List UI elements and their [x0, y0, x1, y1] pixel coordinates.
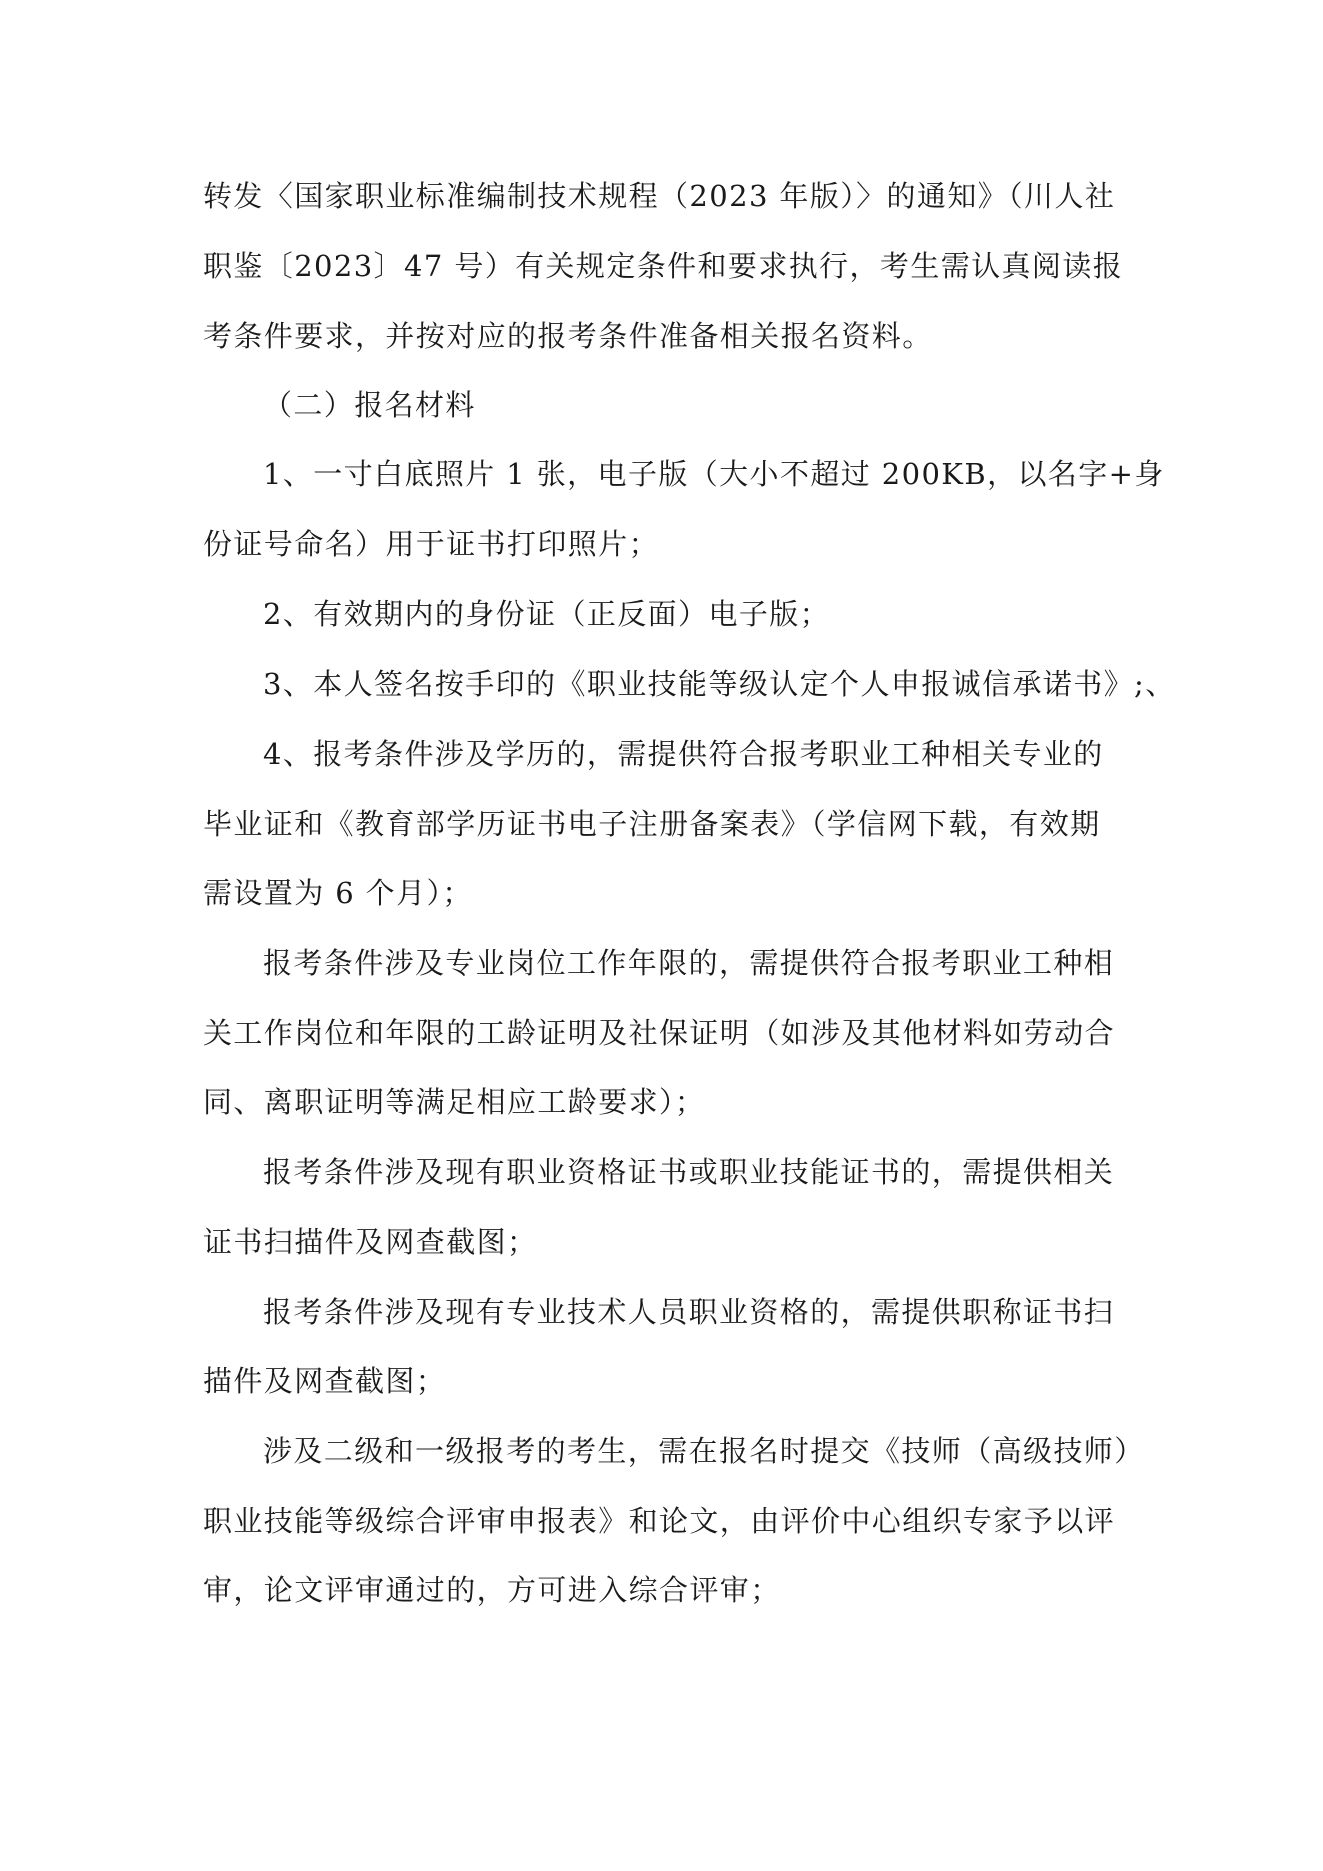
text-line: 转发〈国家职业标准编制技术规程（2023 年版）〉的通知》（川人社 [203, 179, 1116, 213]
text-line: 2、有效期内的身份证（正反面）电子版； [263, 597, 831, 631]
text-line: 报考条件涉及现有专业技术人员职业资格的，需提供职称证书扫 [263, 1295, 1115, 1329]
text-line: 考条件要求，并按对应的报考条件准备相关报名资料。 [203, 319, 933, 353]
text-line: 证书扫描件及网查截图； [203, 1225, 538, 1259]
text-line: 需设置为 6 个月）； [203, 876, 473, 910]
text-line: 涉及二级和一级报考的考生，需在报名时提交《技师（高级技师） [263, 1434, 1145, 1468]
text-line: 毕业证和《教育部学历证书电子注册备案表》（学信网下载，有效期 [203, 807, 1101, 841]
text-line: 职鉴〔2023〕47 号）有关规定条件和要求执行，考生需认真阅读报 [203, 249, 1124, 283]
text-line: 报考条件涉及专业岗位工作年限的，需提供符合报考职业工种相 [263, 946, 1115, 980]
text-line: 描件及网查截图； [203, 1364, 447, 1398]
text-line: 份证号命名）用于证书打印照片； [203, 527, 660, 561]
section-heading: （二）报名材料 [263, 388, 476, 422]
text-line: 1、一寸白底照片 1 张，电子版（大小不超过 200KB，以名字+身 [263, 457, 1165, 491]
text-line: 4、报考条件涉及学历的，需提供符合报考职业工种相关专业的 [263, 737, 1104, 771]
text-line: 职业技能等级综合评审申报表》和论文，由评价中心组织专家予以评 [203, 1504, 1116, 1538]
text-line: 3、本人签名按手印的《职业技能等级认定个人申报诚信承诺书》;、 [263, 667, 1176, 701]
text-line: 关工作岗位和年限的工龄证明及社保证明（如涉及其他材料如劳动合 [203, 1016, 1116, 1050]
text-line: 报考条件涉及现有职业资格证书或职业技能证书的，需提供相关 [263, 1155, 1115, 1189]
text-line: 审，论文评审通过的，方可进入综合评审； [203, 1573, 781, 1607]
text-line: 同、离职证明等满足相应工龄要求）； [203, 1085, 706, 1119]
